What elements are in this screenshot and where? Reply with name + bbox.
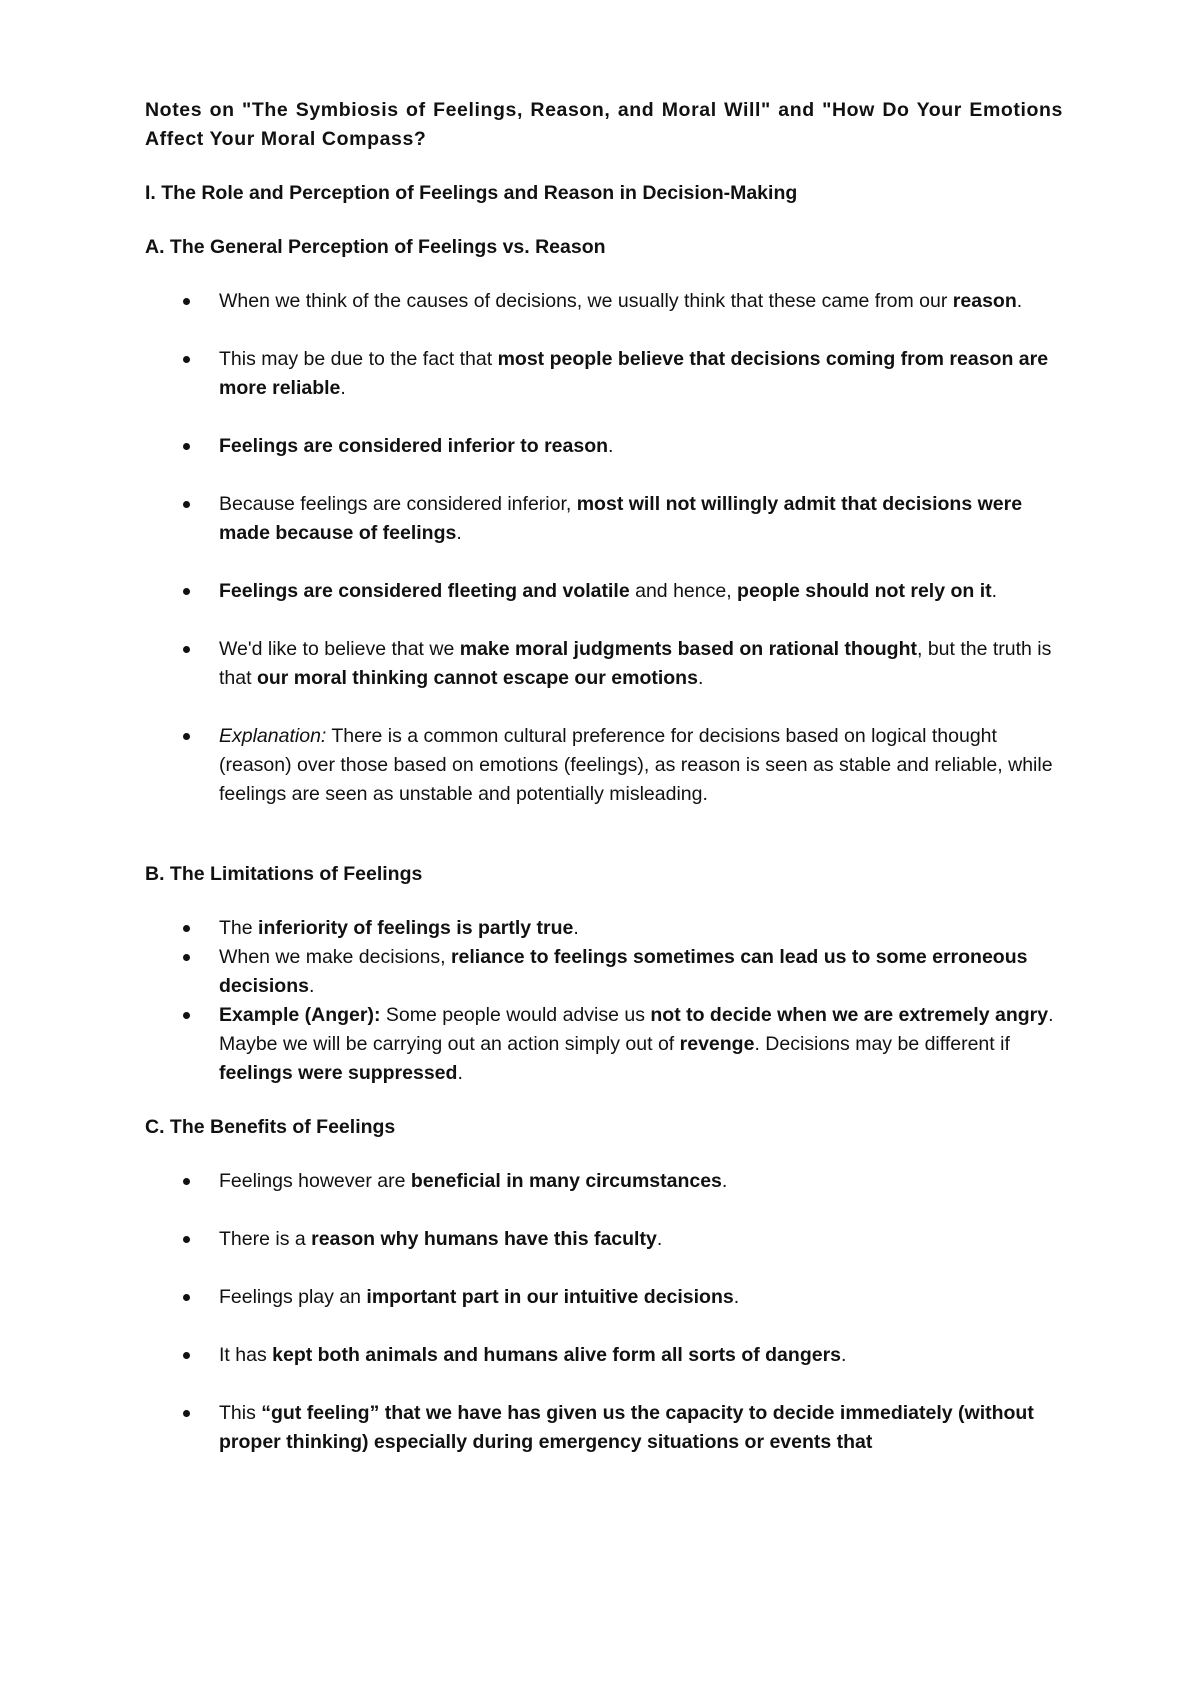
bullet-text-run: . xyxy=(841,1344,847,1366)
bullet-list-c xyxy=(145,1167,1063,1457)
bullet-dot-icon xyxy=(183,646,190,653)
bullet-text-run: most people believe that decisions coming from reason are more reliable xyxy=(219,348,1049,399)
bullet-dot-icon xyxy=(183,443,190,450)
bullet-text-run: people should not rely on it xyxy=(737,580,992,602)
bullet-item xyxy=(145,1283,1063,1312)
bullet-dot-icon xyxy=(183,501,190,508)
bullet-item xyxy=(145,943,1063,1001)
bullet-item xyxy=(145,577,1063,606)
document-title: Notes on "The Symbiosis of Feelings, Reason, and Moral Will" and "How Do Your Emotions Affect Your Moral Compass? xyxy=(145,99,1063,150)
bullet-item xyxy=(145,490,1063,548)
bullet-item xyxy=(145,1001,1063,1088)
bullet-text-run: revenge xyxy=(679,1033,755,1055)
bullet-text-run: Explanation: xyxy=(219,725,327,747)
bullet-text-run: most will not willingly admit that decisions were made because of feelings xyxy=(219,493,1023,544)
bullet-dot-icon xyxy=(183,298,190,305)
bullet-text-run: . Maybe we will be carrying out an action simply out of xyxy=(219,1004,1054,1055)
bullet-item xyxy=(145,432,1063,461)
bullet-item xyxy=(145,1341,1063,1370)
bullet-text-run: and hence, xyxy=(629,580,738,602)
bullet-dot-icon xyxy=(183,1294,190,1301)
bullet-list-b xyxy=(145,914,1063,1088)
bullet-item xyxy=(145,1167,1063,1196)
bullet-text-run: our moral thinking cannot escape our emotions xyxy=(256,667,698,689)
bullet-item xyxy=(145,287,1063,316)
spacer xyxy=(145,1088,1063,1113)
bullet-text-run: . xyxy=(340,377,346,399)
bullet-text-run: reason why humans have this faculty xyxy=(311,1228,657,1250)
bullet-text-run: . xyxy=(573,917,579,939)
bullet-text-run: Because feelings are considered inferior, xyxy=(219,493,577,515)
bullet-text-run: Feelings however are xyxy=(219,1170,411,1192)
bullet-text-run: “gut feeling” that we have has given us the capacity to decide immediately (without proper thinking) especially during emergency situations or events that xyxy=(219,1402,1034,1453)
bullet-text-run: . xyxy=(308,975,315,997)
bullet-text-run: This xyxy=(219,1402,262,1424)
bullet-dot-icon xyxy=(183,954,190,961)
bullet-text-run: The xyxy=(219,917,259,939)
bullet-item xyxy=(145,914,1063,943)
bullet-text-run: Some people would advise us xyxy=(380,1004,651,1026)
bullet-text-run: We'd like to believe that we xyxy=(219,638,460,660)
bullet-text-run: . xyxy=(1016,290,1023,312)
bullet-dot-icon xyxy=(183,588,190,595)
bullet-text-run: not to decide when we are extremely angry xyxy=(650,1004,1049,1026)
subsection-heading-a: A. The General Perception of Feelings vs. Reason xyxy=(145,236,606,258)
bullet-text-run: Example (Anger): xyxy=(219,1004,381,1026)
bullet-item xyxy=(145,722,1063,809)
document-page xyxy=(145,96,1063,1486)
subsection-heading-c: C. The Benefits of Feelings xyxy=(145,1116,396,1138)
bullet-dot-icon xyxy=(183,356,190,363)
bullet-text-run: , but the truth is that xyxy=(219,638,1052,689)
bullet-text-run: reliance to feelings sometimes can lead us to some erroneous decisions xyxy=(219,946,1028,997)
bullet-item xyxy=(145,1225,1063,1254)
bullet-text-run: . xyxy=(608,435,614,457)
bullet-text-run: Feelings are considered fleeting and volatile xyxy=(219,580,630,602)
bullet-text-run: . xyxy=(733,1286,740,1308)
bullet-text-run: . xyxy=(721,1170,728,1192)
bullet-text-run: inferiority of feelings is partly true xyxy=(258,917,574,939)
bullet-text-run: There is a common cultural preference for decisions based on logical thought (reason) over those based on emotions (feelings), as reason is seen as stable and reliable, while feelings are seen as unstable and potentially misleading. xyxy=(219,725,1053,805)
bullet-dot-icon xyxy=(183,1178,190,1185)
bullet-text-run: . xyxy=(456,522,462,544)
bullet-dot-icon xyxy=(183,733,190,740)
bullet-text-run: It has xyxy=(219,1344,273,1366)
bullet-text-run: beneficial in many circumstances xyxy=(410,1170,722,1192)
bullet-dot-icon xyxy=(183,1352,190,1359)
bullet-text-run: When we think of the causes of decisions, we usually think that these came from our xyxy=(219,290,953,312)
bullet-text-run: This may be due to the fact that xyxy=(219,348,498,370)
bullet-dot-icon xyxy=(183,1236,190,1243)
bullet-dot-icon xyxy=(183,1012,190,1019)
bullet-text-run: make moral judgments based on rational thought xyxy=(459,638,917,660)
bullet-text-run: . xyxy=(457,1062,463,1084)
bullet-item xyxy=(145,1399,1063,1457)
bullet-text-run: Feelings are considered inferior to reason xyxy=(219,435,609,457)
bullet-dot-icon xyxy=(183,925,190,932)
bullet-text-run: . xyxy=(697,667,704,689)
section-heading-1: I. The Role and Perception of Feelings and Reason in Decision-Making xyxy=(145,182,798,204)
bullet-list-a xyxy=(145,287,1063,809)
bullet-text-run: kept both animals and humans alive form all sorts of dangers xyxy=(272,1344,842,1366)
bullet-item xyxy=(145,635,1063,693)
bullet-text-run: There is a xyxy=(219,1228,312,1250)
bullet-text-run: . Decisions may be different if xyxy=(754,1033,1010,1055)
bullet-dot-icon xyxy=(183,1410,190,1417)
bullet-text-run: important part in our intuitive decisions xyxy=(366,1286,734,1308)
bullet-text-run: When we make decisions, xyxy=(219,946,451,968)
bullet-text-run: . xyxy=(991,580,998,602)
spacer xyxy=(145,838,1063,860)
bullet-text-run: reason xyxy=(952,290,1017,312)
bullet-item xyxy=(145,345,1063,403)
bullet-text-run: . xyxy=(656,1228,663,1250)
bullet-text-run: feelings were suppressed xyxy=(219,1062,458,1084)
bullet-text-run: Feelings play an xyxy=(219,1286,367,1308)
subsection-heading-b: B. The Limitations of Feelings xyxy=(145,863,423,885)
